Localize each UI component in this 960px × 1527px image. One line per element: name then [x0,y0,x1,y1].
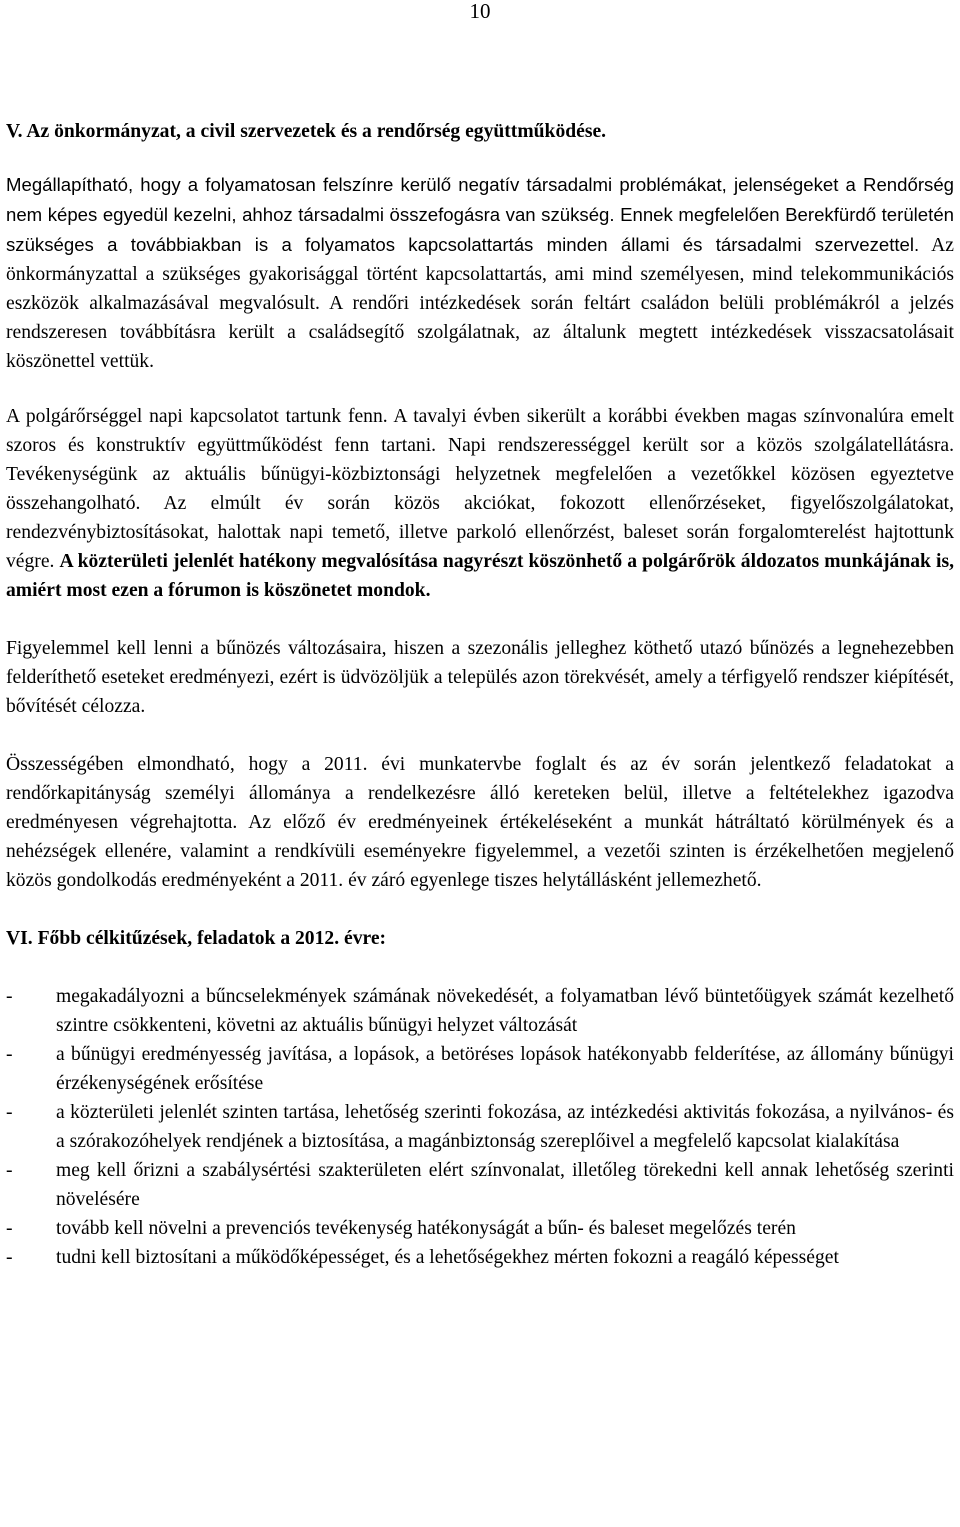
paragraph-cooperation [6,170,954,376]
list-dash: - [6,986,13,1007]
list-item [6,1040,954,1098]
section-5-heading: V. Az önkormányzat, a civil szervezetek és a rendőrség együttműködése. [6,121,607,142]
list-dash: - [6,1044,13,1065]
goals-list [6,982,954,1272]
page-content [6,117,954,1272]
list-item-text: megakadályozni a bűncselekmények számának növekedését, a folyamatban lévő büntetőügyek számát kezelhető szintre csökkenteni, követni az aktuális bűnügyi helyzet változását [56,986,954,1036]
list-item [6,1214,954,1243]
list-item-text: meg kell őrizni a szabálysértési szakterületen elért színvonalat, illetőleg törekedni kell annak lehetőség szerinti növelésére [56,1160,954,1210]
paragraph-civil-guard [6,402,954,605]
paragraph-civil-guard-thanks: A közterületi jelenlét hatékony megvalósítása nagyrészt köszönhető a polgárőrök áldozatos munkájának is, amiért most ezen a fórumon is köszönetet mondok. [6,551,954,601]
list-item [6,982,954,1040]
list-dash: - [6,1247,13,1268]
list-dash: - [6,1102,13,1123]
list-dash: - [6,1160,13,1181]
list-item-text: tovább kell növelni a prevenciós tevékenység hatékonyságát a bűn- és baleset megelőzés terén [56,1218,796,1239]
list-item-text: a közterületi jelenlét szinten tartása, lehetőség szerinti fokozása, az intézkedési aktivitás fokozása, a nyilvános- és a szórakozóhelyek rendjének a biztosítása, a magánbiztonság szereplőivel a megfelelő kapcsolat kialakítása [56,1102,954,1152]
paragraph-cooperation-part2: Az önkormányzattal a szükséges gyakorisággal történt kapcsolattartás, ami mind személyesen, mind telekommunikációs eszközök alkalmazásával megvalósult. A rendőri intézkedések során feltárt családon belüli problémákról a jelzés rendszeresen továbbításra került a családsegítő szolgálatnak, az általunk megtett intézkedések visszacsatolásait köszönettel vettük. [6,235,954,372]
paragraph-crime-changes: Figyelemmel kell lenni a bűnözés változásaira, hiszen a szezonális jelleghez köthető utazó bűnözés a legnehezebben felderíthető eseteket eredményezi, ezért is üdvözöljük a település azon törekvését, amely a térfigyelő rendszer kiépítését, bővítését célozza. [6,638,954,717]
list-item-text: tudni kell biztosítani a működőképességet, és a lehetőségekhez mérten fokozni a reagáló képességet [56,1247,839,1268]
paragraph-summary: Összességében elmondható, hogy a 2011. évi munkatervbe foglalt és az év során jelentkező feladatokat a rendőrkapitányság személyi állománya a rendelkezésre álló kereteken belül, illetve a feltételekhez igazodva eredményesen végrehajtotta. Az előző év eredményeinek értékeléseként a munkát hátráltató körülmények és a nehézségek ellenére, valamint a rendkívüli eseményekre figyelemmel, a vezetői szinten is érzékelhetően megjelenő közös gondolkodás eredményeként a 2011. év záró egyenlege tiszes helytállásként jellemezhető. [6,754,954,891]
paragraph-cooperation-part1: Megállapítható, hogy a folyamatosan felszínre kerülő negatív társadalmi problémákat, jelenségeket a Rendőrség nem képes egyedül kezelni, ahhoz társadalmi összefogásra van szükség. Ennek megfelelően Berekfürdő területén szükséges a továbbiakban is a folyamatos kapcsolattartás minden állami és társadalmi szervezettel. [6,174,954,255]
list-item [6,1156,954,1214]
page-number: 10 [469,0,491,23]
list-item-text: a bűnügyi eredményesség javítása, a lopások, a betöréses lopások hatékonyabb felderítése, az állomány bűnügyi érzékenységének erősítése [56,1044,954,1094]
section-6-heading: VI. Főbb célkitűzések, feladatok a 2012. évre: [6,928,387,949]
paragraph-civil-guard-text: A polgárőrséggel napi kapcsolatot tartunk fenn. A tavalyi évben sikerült a korábbi években magas színvonalúra emelt szoros és konstruktív együttműködést fenn tartani. Napi rendszerességgel került sor a közös szolgálatellátásra. Tevékenységünk az aktuális bűnügyi-közbiztonsági helyzetnek megfelelően a vezetőkkel közösen egyeztetve összehangolható. Az elmúlt év során közös akciókat, fokozott ellenőrzéseket, figyelőszolgálatokat, rendezvénybiztosításokat, halottak napi temető, illetve parkoló ellenőrzést, baleset során forgalomterelést hajtottunk végre. [6,406,954,572]
list-item [6,1243,954,1272]
list-dash: - [6,1218,13,1239]
list-item [6,1098,954,1156]
